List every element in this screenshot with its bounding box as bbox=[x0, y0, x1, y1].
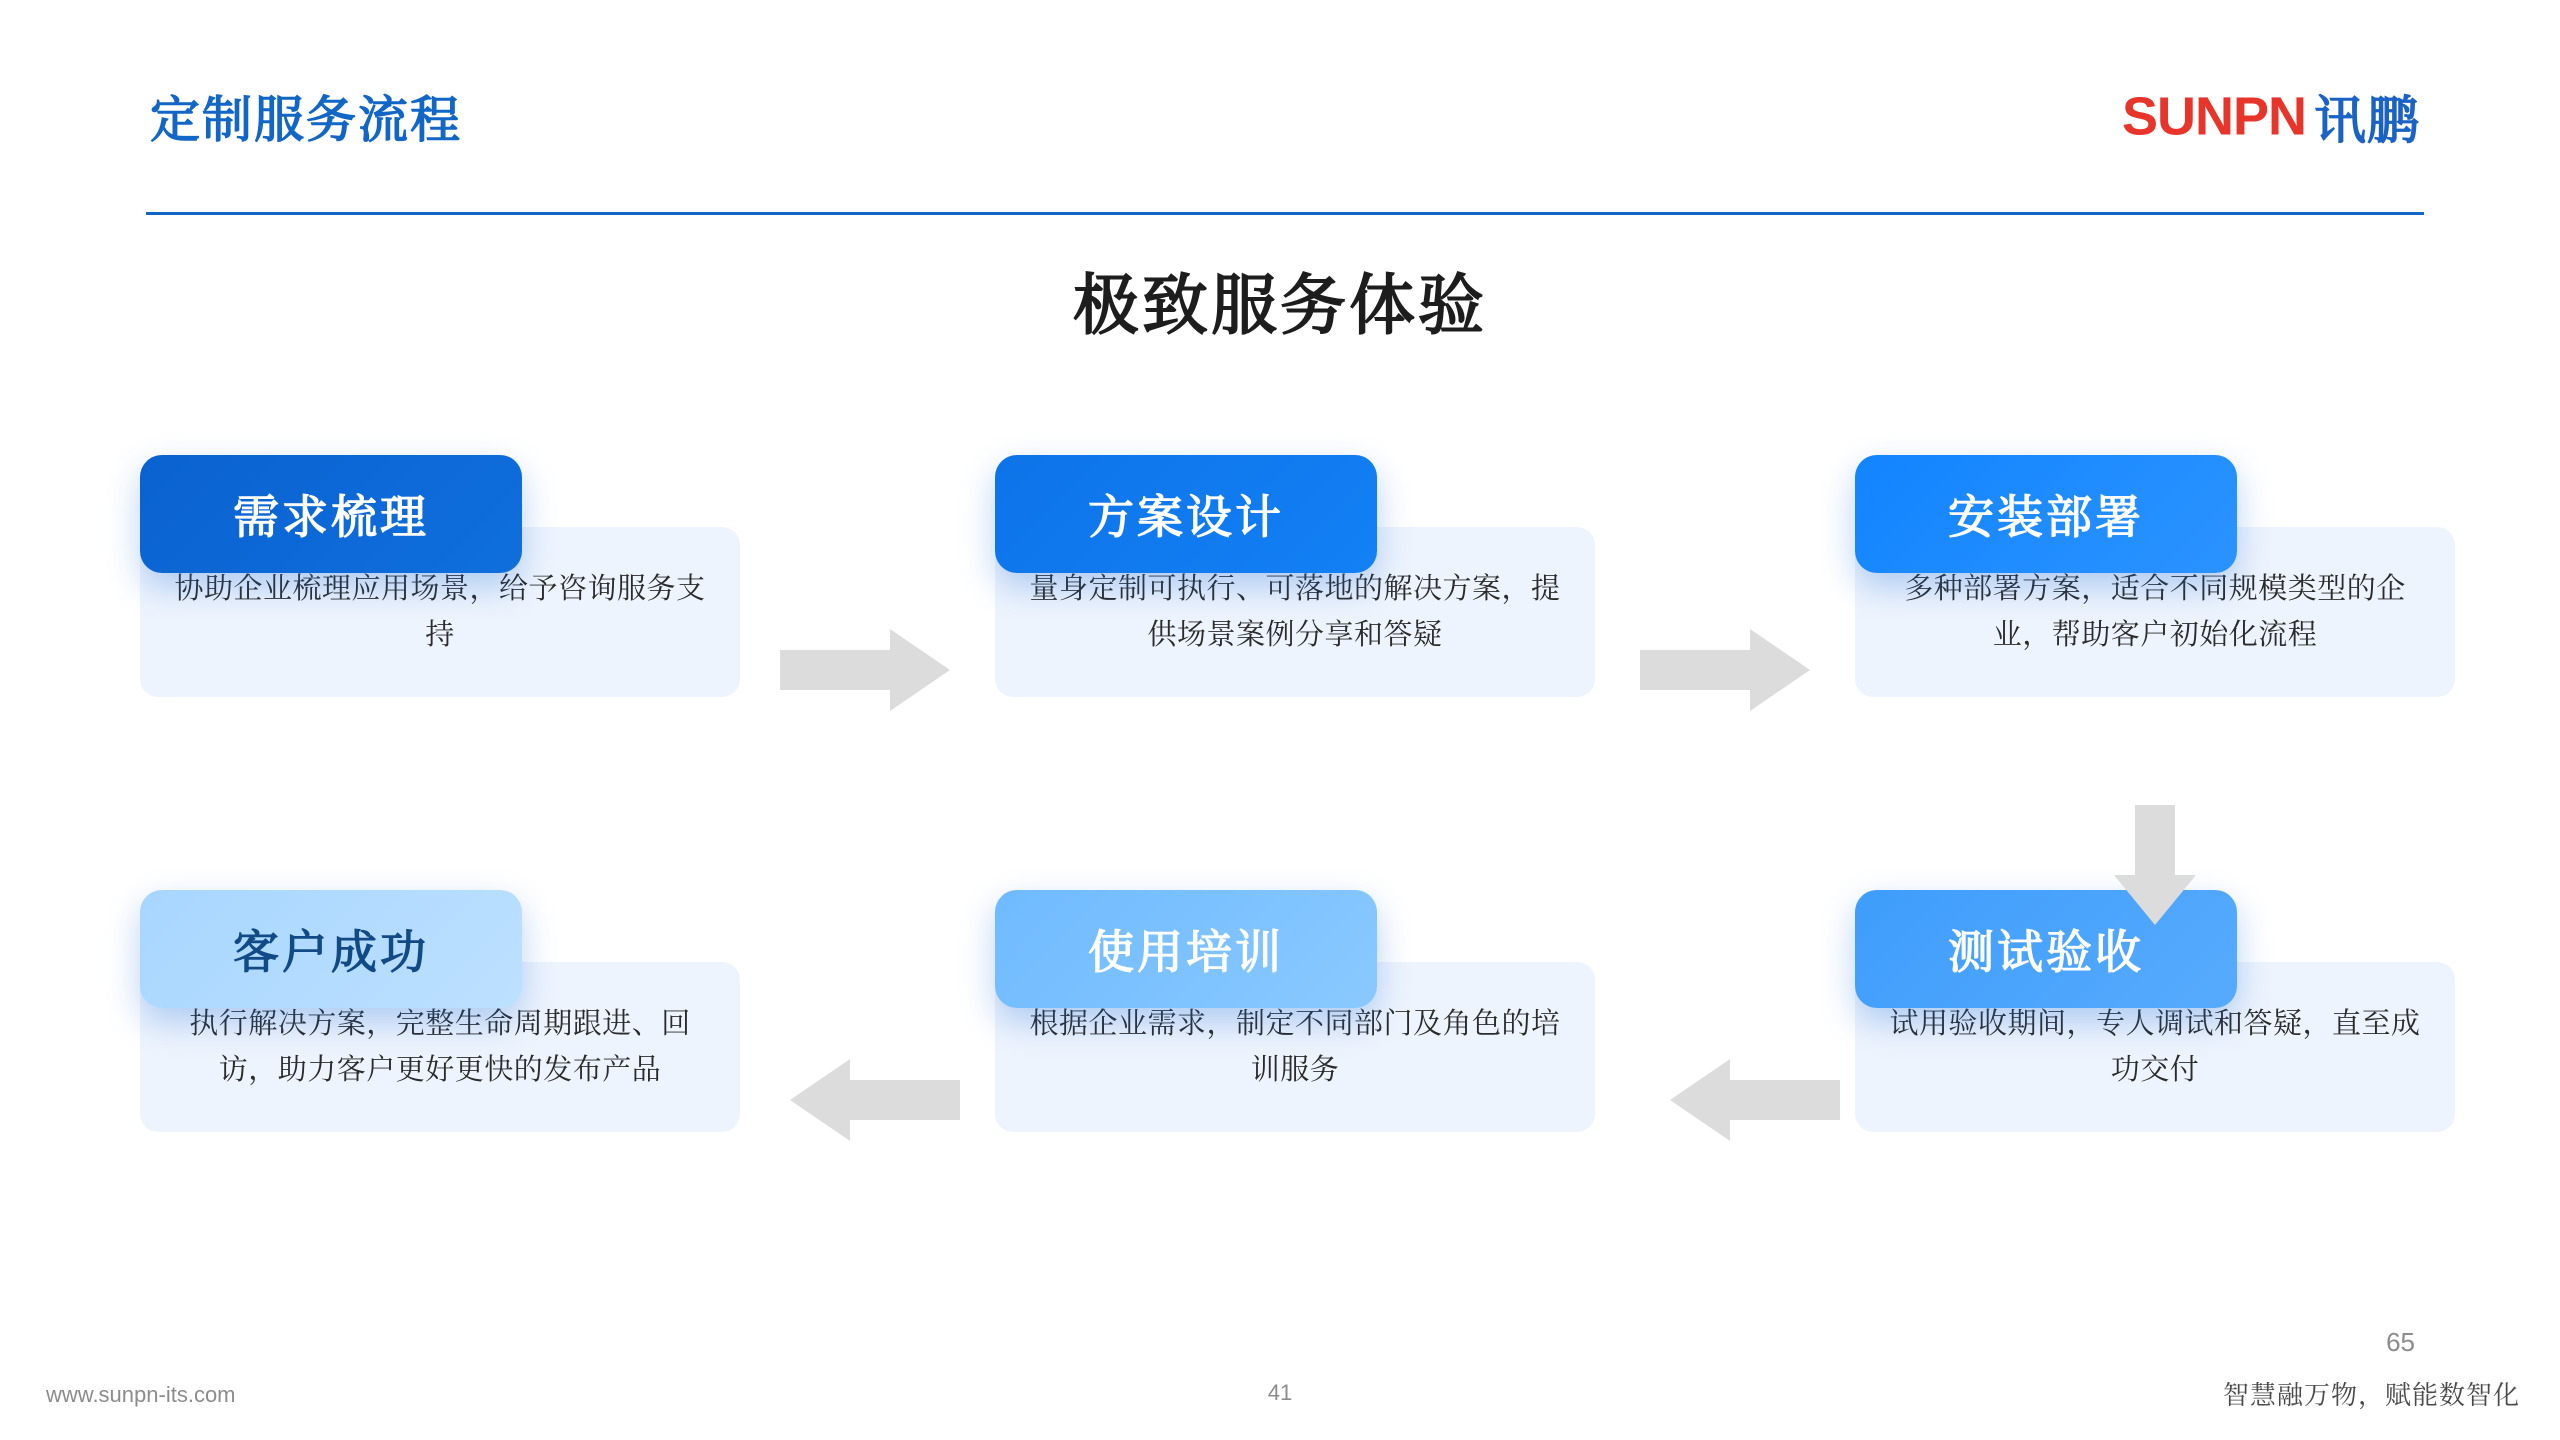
footer-page-number: 41 bbox=[1267, 1380, 1293, 1405]
flow-step-3-title: 安装部署 bbox=[1948, 491, 2144, 543]
flow-step-6-header bbox=[140, 890, 522, 1008]
flow-step-2-title: 方案设计 bbox=[1088, 491, 1284, 543]
footer-slide-count: 65 bbox=[2386, 1327, 2415, 1357]
arrow-right-step2-to-step3 bbox=[1640, 625, 1810, 715]
footer-website-url: www.sunpn-its.com bbox=[46, 1382, 236, 1407]
flow-step-1-header bbox=[140, 455, 522, 573]
flow-step-1-description: 协助企业梳理应用场景，给予咨询服务支持 bbox=[174, 573, 706, 651]
arrow-left-step4-to-step5 bbox=[1670, 1055, 1840, 1145]
flow-step-4-title: 测试验收 bbox=[1948, 926, 2144, 978]
flow-step-2-description: 量身定制可执行、可落地的解决方案，提供场景案例分享和答疑 bbox=[1029, 573, 1561, 651]
flow-step-5-description: 根据企业需求，制定不同部门及角色的培训服务 bbox=[1029, 1008, 1561, 1086]
flow-step-5-header bbox=[995, 890, 1377, 1008]
arrow-right-step1-to-step2 bbox=[780, 625, 950, 715]
footer-slogan: 智慧融万物，赋能数智化 bbox=[2222, 1380, 2520, 1410]
flow-step-1-title: 需求梳理 bbox=[233, 491, 429, 543]
page-title: 定制服务流程 bbox=[150, 92, 462, 148]
flow-step-2-header bbox=[995, 455, 1377, 573]
logo-text-cn: 讯鹏 bbox=[2313, 92, 2420, 151]
logo-text-en: SUNPN bbox=[2121, 86, 2306, 146]
flow-step-4-description: 试用验收期间，专人调试和答疑，直至成功交付 bbox=[1889, 1008, 2421, 1086]
arrow-left-step5-to-step6 bbox=[790, 1055, 960, 1145]
main-heading: 极致服务体验 bbox=[1073, 268, 1487, 342]
flow-step-3-description: 多种部署方案，适合不同规模类型的企业，帮助客户初始化流程 bbox=[1904, 573, 2406, 651]
flow-step-5-title: 使用培训 bbox=[1088, 926, 1284, 978]
flow-step-3-header bbox=[1855, 455, 2237, 573]
flow-step-6-description: 执行解决方案，完整生命周期跟进、回访，助力客户更好更快的发布产品 bbox=[189, 1008, 691, 1086]
arrow-down-step3-to-step4 bbox=[2110, 805, 2200, 925]
flow-step-6-title: 客户成功 bbox=[233, 926, 429, 978]
